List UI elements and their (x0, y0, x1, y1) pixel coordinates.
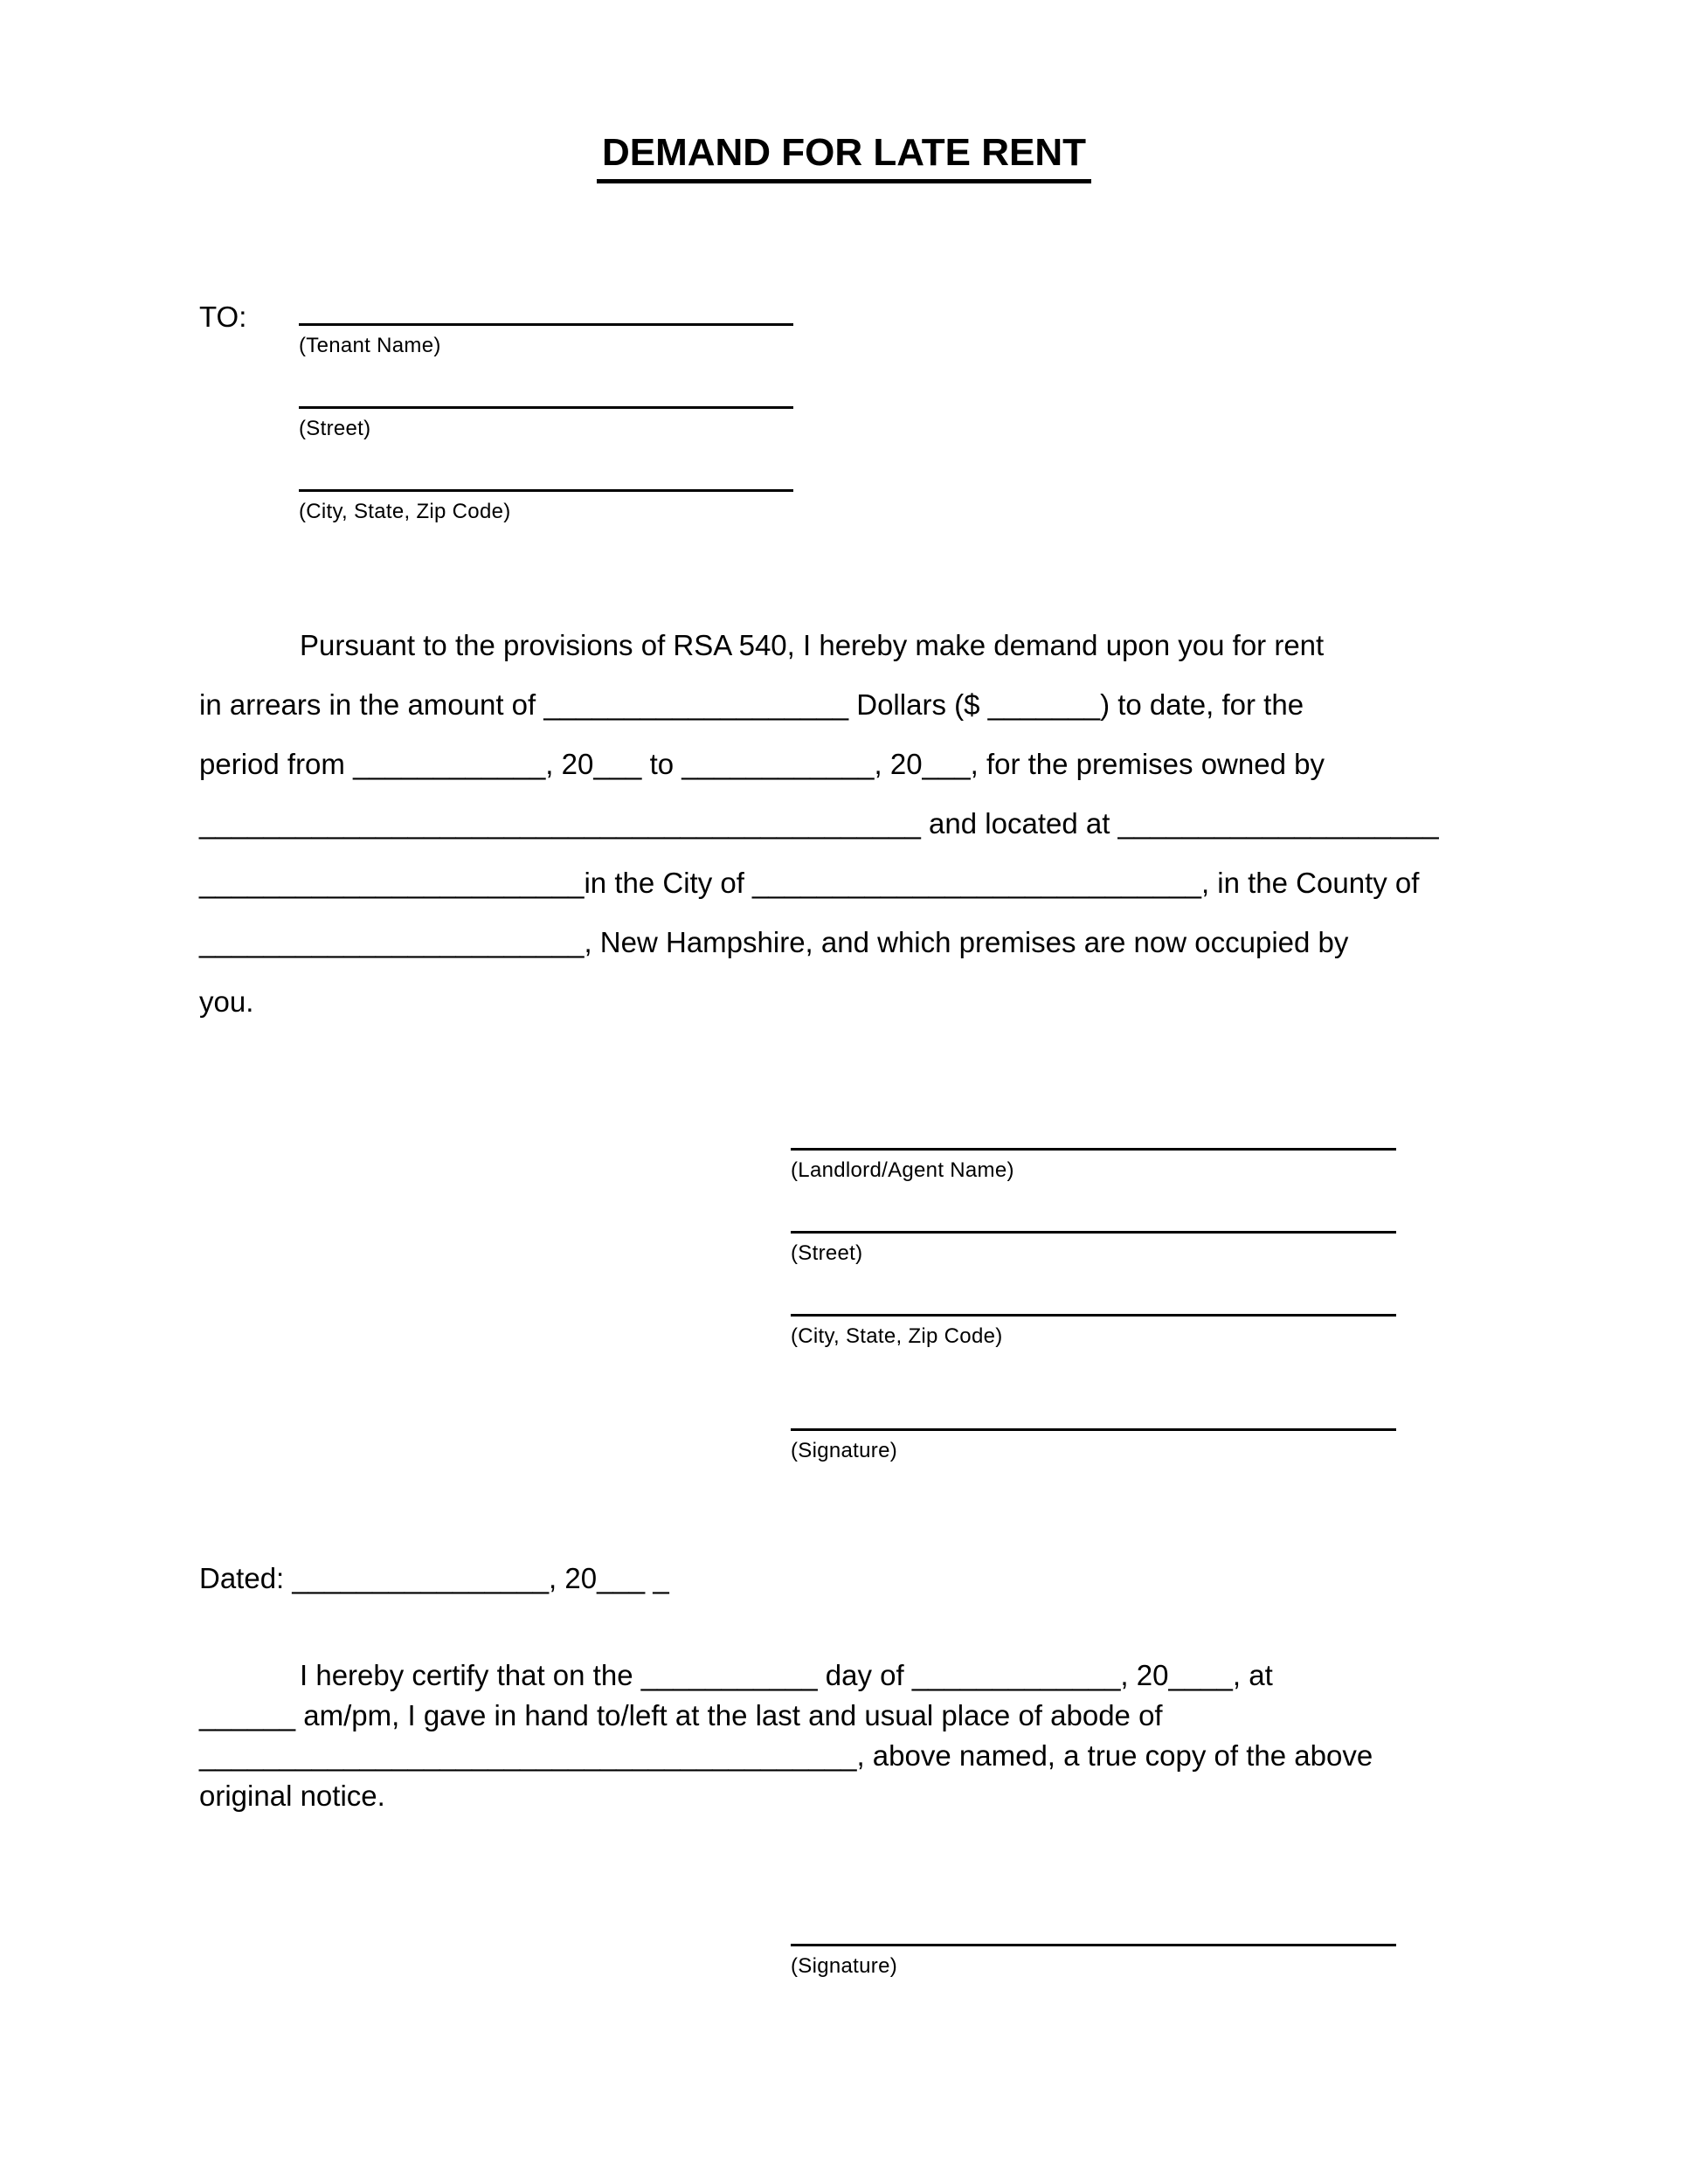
labeled-blank-field (299, 461, 793, 544)
fill-in-line (791, 1203, 1396, 1234)
paragraph-line: I hereby certify that on the ___________ day of _____________, 20____, at (300, 1659, 1273, 1691)
labeled-blank-field (791, 1286, 1396, 1369)
to-block (199, 295, 793, 544)
fill-in-line (791, 1120, 1396, 1151)
paragraph-line: you. (199, 985, 254, 1018)
fill-in-line (791, 1916, 1396, 1946)
fill-in-line (299, 378, 793, 409)
paragraph-line: ________________________, New Hampshire, and which premises are now occupied by (199, 926, 1349, 958)
dated-line: Dated: ________________, 20___ _ (199, 1562, 669, 1594)
labeled-blank-field (791, 1400, 1396, 1483)
fill-in-line (299, 295, 793, 326)
to-label: TO: (199, 301, 247, 333)
paragraph-line: ________________________in the City of ____________________________, in the County of (199, 867, 1420, 899)
field-label: (Landlord/Agent Name) (791, 1158, 1014, 1182)
paragraph-line: ______ am/pm, I gave in hand to/left at the last and usual place of abode of (199, 1699, 1163, 1731)
title-wrap (0, 131, 1688, 183)
paragraph-line: period from ____________, 20___ to ____________, 20___, for the premises owned by (199, 748, 1325, 780)
certification-paragraph (199, 1655, 1527, 1816)
field-label: (Signature) (791, 1439, 898, 1462)
paragraph-line: _________________________________________, above named, a true copy of the above (199, 1739, 1373, 1772)
field-label: (City, State, Zip Code) (299, 500, 511, 523)
landlord-signature-block (791, 1120, 1396, 1483)
fill-in-line (791, 1286, 1396, 1317)
fill-in-line (299, 461, 793, 492)
field-label: (Tenant Name) (299, 334, 441, 357)
field-label: (City, State, Zip Code) (791, 1324, 1003, 1348)
labeled-blank-field (791, 1120, 1396, 1203)
tenant-address-fields (299, 295, 793, 544)
field-label: (Street) (299, 417, 371, 440)
paragraph-line: Pursuant to the provisions of RSA 540, I hereby make demand upon you for rent (300, 629, 1325, 661)
labeled-blank-field (299, 295, 793, 378)
labeled-blank-field (299, 378, 793, 461)
document-title: DEMAND FOR LATE RENT (597, 131, 1091, 183)
fill-in-line (791, 1400, 1396, 1431)
paragraph-line: original notice. (199, 1780, 385, 1812)
paragraph-line: in arrears in the amount of ___________________ Dollars ($ _______) to date, for the (199, 688, 1304, 721)
demand-paragraph (199, 616, 1527, 1032)
labeled-blank-field (791, 1203, 1396, 1286)
field-label: (Street) (791, 1241, 863, 1265)
field-label: (Signature) (791, 1954, 898, 1978)
paragraph-line: _____________________________________________ and located at ____________________ (199, 807, 1439, 840)
server-signature-block (791, 1916, 1396, 1979)
